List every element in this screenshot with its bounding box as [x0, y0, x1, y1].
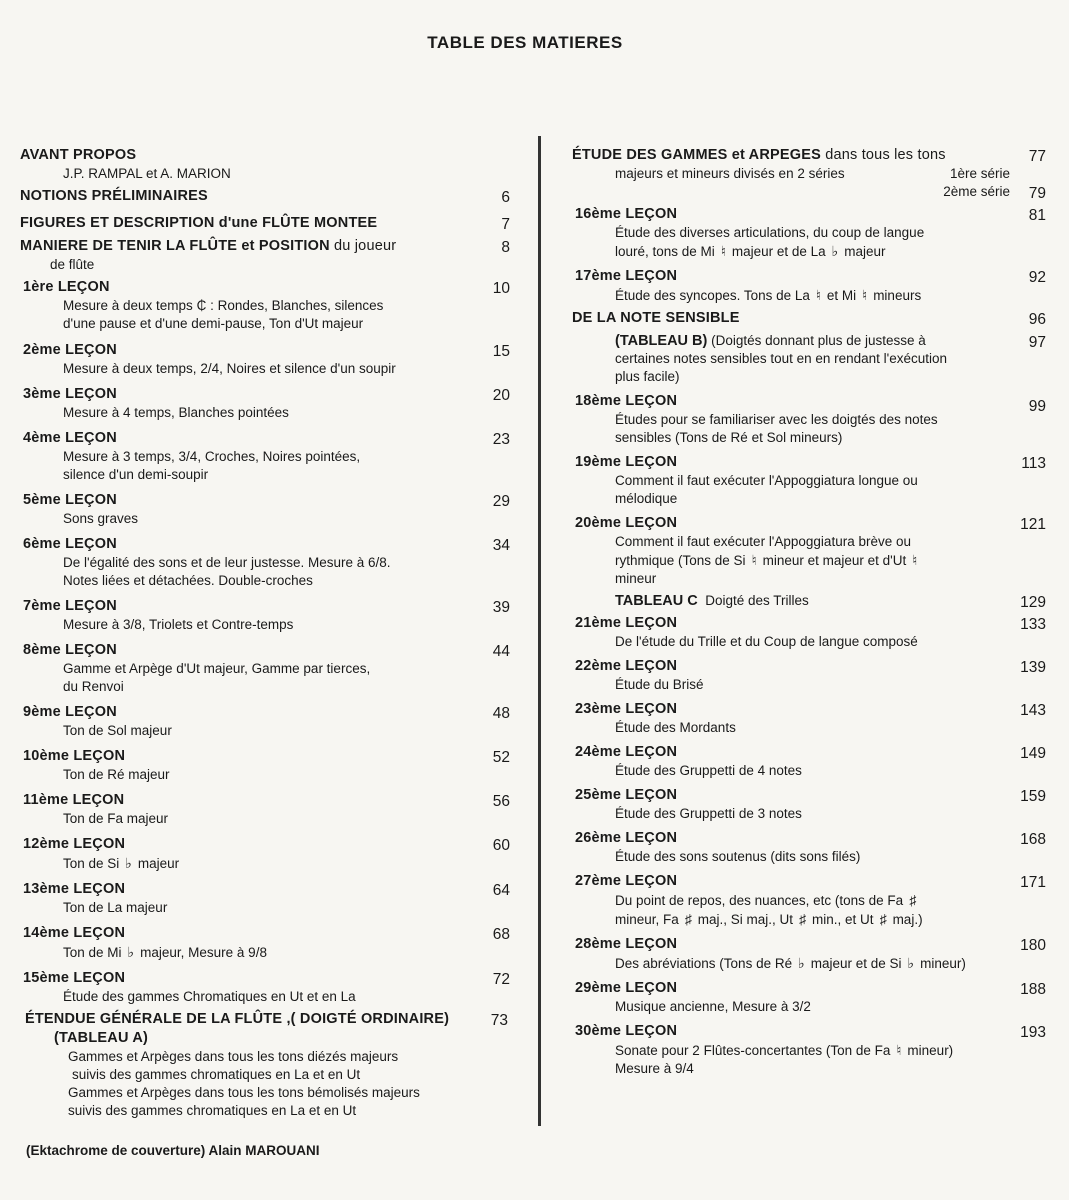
natural-icon: ♮ [912, 552, 918, 568]
subtitle-part: Sonate pour 2 Flûtes-concertantes (Ton de Fa [615, 1043, 891, 1058]
entry-subtitle: Mesure à 3 temps, 3/4, Croches, Noires pointées, [63, 449, 361, 464]
subtitle-part: Ton de Mi [63, 945, 122, 960]
entry-title-bold: TABLEAU C [615, 593, 698, 609]
entry-subtitle: Étude des Mordants [615, 720, 736, 735]
entry-subtitle: Gammes et Arpèges dans tous les tons diézés majeurs [68, 1049, 399, 1064]
entry-subtitle: plus facile) [615, 369, 680, 384]
entry-subtitle: Gammes et Arpèges dans tous les tons bémolisés majeurs [68, 1085, 420, 1100]
entry-title: 15ème LEÇON [23, 970, 126, 986]
entry-subtitle [572, 165, 1056, 183]
entry-title: 27ème LEÇON [575, 873, 678, 889]
subtitle-part: majeur et de Si [810, 956, 902, 971]
entry-subtitle: Comment il faut exécuter l'Appoggiatura longue ou [615, 473, 918, 488]
entry-page: 92 [1028, 269, 1046, 286]
entry-page: 97 [1028, 334, 1046, 351]
entry-page: 113 [1021, 455, 1046, 472]
subtitle-part: mineur) [907, 1043, 954, 1058]
entry-subtitle: Sons graves [63, 511, 139, 526]
entry-title: 29ème LEÇON [575, 980, 678, 996]
entry-subtitle: Études pour se familiariser avec les doigtés des notes [615, 412, 938, 427]
toc-entry-etendue[interactable] [20, 1010, 520, 1120]
entry-subtitle: Étude des diverses articulations, du coup de langue [615, 225, 925, 240]
toc-entry-lesson-1[interactable] [20, 278, 520, 333]
entry-page: 60 [492, 837, 510, 854]
natural-icon: ♮ [815, 287, 821, 303]
entry-subtitle: Ton de La majeur [63, 900, 168, 915]
toc-entry-lesson-29[interactable] [572, 979, 1056, 1016]
toc-entry-lesson-14[interactable] [20, 924, 520, 962]
entry-subtitle: Étude des Gruppetti de 4 notes [615, 763, 802, 778]
subtitle-part: mineur) [920, 956, 966, 971]
entry-page: 180 [1020, 937, 1046, 954]
entry-subtitle: Étude du Brisé [615, 677, 704, 692]
subtitle-part: majeur [844, 244, 886, 259]
entry-subtitle [20, 943, 520, 962]
entry-title-bold: ÉTUDE DES GAMMES et ARPEGES [572, 147, 821, 163]
toc-entry-lesson-26[interactable] [572, 829, 1056, 866]
entry-page: 81 [1028, 207, 1046, 224]
natural-icon: ♮ [720, 243, 726, 259]
subtitle-part: et Mi [826, 288, 857, 303]
subtitle-part: mineurs [873, 288, 922, 303]
page-title: TABLE DES MATIERES [427, 33, 623, 52]
entry-subtitle: J.P. RAMPAL et A. MARION [63, 166, 231, 181]
entry-title [20, 237, 520, 256]
subtitle-part: majeur [137, 856, 180, 871]
entry-title-bold: MANIERE DE TENIR LA FLÛTE et POSITION [20, 238, 330, 254]
subtitle-part: Étude des syncopes. Tons de La [615, 288, 810, 303]
subtitle-part: majeur, Mesure à 9/8 [140, 945, 267, 960]
entry-subtitle: Ton de Ré majeur [63, 767, 170, 782]
entry-page: 20 [492, 387, 510, 404]
entry-title: 18ème LEÇON [575, 393, 678, 409]
toc-entry-lesson-25[interactable] [572, 786, 1056, 823]
natural-icon: ♮ [862, 287, 868, 303]
entry-title: 4ème LEÇON [23, 430, 117, 446]
entry-title: 6ème LEÇON [23, 536, 117, 552]
entry-title: 12ème LEÇON [23, 836, 126, 852]
toc-entry-lesson-24[interactable] [572, 743, 1056, 780]
sharp-icon: ♯ [879, 911, 887, 927]
entry-title: 9ème LEÇON [23, 704, 117, 720]
entry-subtitle: Ton de Sol majeur [63, 723, 172, 738]
entry-page: 23 [492, 431, 510, 448]
entry-page: 64 [492, 882, 510, 899]
entry-page: 96 [1028, 311, 1046, 328]
toc-entry-maniere[interactable] [20, 237, 520, 274]
toc-entry-lesson-7[interactable] [20, 597, 520, 634]
sharp-icon: ♯ [684, 911, 692, 927]
entry-subtitle [572, 1041, 1056, 1060]
entry-title-line2: (TABLEAU A) [54, 1030, 149, 1046]
entry-page: 39 [492, 599, 510, 616]
entry-subtitle: Notes liées et détachées. Double-croches [63, 573, 313, 588]
toc-entry-lesson-3[interactable] [20, 385, 520, 422]
entry-page: 34 [492, 537, 510, 554]
entry-subtitle [572, 891, 1056, 910]
sharp-icon: ♯ [799, 911, 807, 927]
entry-title: 2ème LEÇON [23, 342, 117, 358]
subtitle-part: (Doigtés donnant plus de justesse à [711, 333, 926, 348]
entry-title: 24ème LEÇON [575, 744, 678, 760]
entry-subtitle: De l'étude du Trille et du Coup de langue composé [615, 634, 918, 649]
toc-entry-lesson-16[interactable] [572, 205, 1056, 261]
entry-title: 19ème LEÇON [575, 454, 678, 470]
toc-entry-etude-gammes[interactable] [572, 146, 1056, 201]
entry-title: ÉTENDUE GÉNÉRALE DE LA FLÛTE ,( DOIGTÉ ORDINAIRE) [25, 1011, 450, 1027]
entry-page: 193 [1020, 1024, 1046, 1041]
entry-title-bold: (TABLEAU B) [615, 333, 708, 349]
natural-icon: ♮ [896, 1042, 902, 1058]
entry-page: 48 [492, 705, 510, 722]
entry-subtitle [572, 286, 1056, 305]
serie-1-label: 1ère série [949, 166, 1010, 181]
flat-icon: ♭ [127, 944, 135, 960]
entry-page: 188 [1020, 981, 1046, 998]
toc-entry-lesson-9[interactable] [20, 703, 520, 740]
entry-title: 22ème LEÇON [575, 658, 678, 674]
entry-page: 159 [1020, 788, 1046, 805]
subtitle-part: louré, tons de Mi [615, 244, 715, 259]
toc-entry-lesson-19[interactable] [572, 453, 1056, 508]
entry-subtitle: Mesure à 9/4 [615, 1061, 694, 1076]
subtitle-part: mineur, Fa [615, 912, 679, 927]
toc-entry-lesson-2[interactable] [20, 341, 520, 378]
entry-subtitle: Mesure à 4 temps, Blanches pointées [63, 405, 289, 420]
toc-entry-lesson-17[interactable] [572, 267, 1056, 305]
entry-subtitle: sensibles (Tons de Ré et Sol mineurs) [615, 430, 843, 445]
flat-icon: ♭ [798, 955, 805, 971]
entry-page: 44 [492, 643, 510, 660]
entry-title: 5ème LEÇON [23, 492, 117, 508]
entry-subtitle: Gamme et Arpège d'Ut majeur, Gamme par tierces, [63, 661, 371, 676]
entry-subtitle: Ton de Fa majeur [63, 811, 169, 826]
toc-entry-tableau-c[interactable] [572, 592, 1056, 610]
entry-subtitle: Mesure à 3/8, Triolets et Contre-temps [63, 617, 294, 632]
entry-title: 13ème LEÇON [23, 881, 126, 897]
entry-page: 10 [492, 280, 510, 297]
entry-subtitle [572, 332, 1056, 350]
entry-subtitle: certaines notes sensibles tout en en rendant l'exécution [615, 351, 948, 366]
toc-entry-lesson-15[interactable] [20, 969, 520, 1006]
entry-title: 7ème LEÇON [23, 598, 117, 614]
entry-title: 17ème LEÇON [575, 268, 678, 284]
entry-page: 121 [1020, 516, 1046, 533]
entry-title: 23ème LEÇON [575, 701, 678, 717]
entry-subtitle: Étude des sons soutenus (dits sons filés) [615, 849, 861, 864]
toc-entry-avant-propos[interactable] [20, 146, 520, 183]
column-divider [538, 136, 541, 1126]
entry-subtitle: Musique ancienne, Mesure à 3/2 [615, 999, 811, 1014]
toc-entry-lesson-22[interactable] [572, 657, 1056, 694]
flat-icon: ♭ [907, 955, 915, 971]
subtitle-part: min., et Ut [812, 912, 874, 927]
entry-page: 7 [501, 216, 510, 233]
toc-entry-lesson-28[interactable] [572, 935, 1056, 973]
entry-page: 168 [1020, 831, 1046, 848]
toc-entry-figures[interactable] [20, 214, 520, 233]
entry-title: 21ème LEÇON [575, 615, 678, 631]
entry-page: 68 [492, 926, 510, 943]
entry-page: 129 [1020, 594, 1046, 611]
toc-right-column [572, 146, 1056, 1082]
toc-entry-lesson-23[interactable] [572, 700, 1056, 737]
entry-title: 30ème LEÇON [575, 1023, 678, 1039]
toc-entry-lesson-12[interactable] [20, 835, 520, 873]
entry-page: 56 [492, 793, 510, 810]
entry-title: 11ème LEÇON [23, 792, 125, 808]
entry-title: 20ème LEÇON [575, 515, 678, 531]
subtitle-part: maj.) [892, 912, 923, 927]
toc-entry-lesson-21[interactable] [572, 614, 1056, 651]
cover-credit: (Ektachrome de couverture) Alain MAROUANI [26, 1143, 320, 1158]
entry-subtitle [572, 183, 1056, 201]
entry-subtitle: Mesure à deux temps ₵ : Rondes, Blanches, silences [63, 298, 384, 313]
toc-entry-lesson-13[interactable] [20, 880, 520, 917]
entry-title [572, 146, 1056, 165]
entry-subtitle [572, 910, 1056, 929]
entry-page: 77 [1028, 148, 1046, 165]
subtitle-part: Du point de repos, des nuances, etc (tons de Fa [615, 893, 904, 908]
toc-entry-lesson-30[interactable] [572, 1022, 1056, 1078]
entry-page: 8 [501, 239, 510, 256]
entry-title: FIGURES ET DESCRIPTION d'une FLÛTE MONTEE [20, 215, 378, 231]
toc-left-column [20, 146, 520, 1124]
entry-page: 133 [1020, 616, 1046, 633]
flat-icon: ♭ [831, 243, 839, 259]
toc-entry-tableau-b[interactable] [572, 332, 1056, 386]
toc-entry-notions[interactable] [20, 187, 520, 206]
entry-title: 28ème LEÇON [575, 936, 678, 952]
entry-title: 1ère LEÇON [23, 279, 110, 295]
toc-entry-lesson-6[interactable] [20, 535, 520, 590]
entry-subtitle [20, 854, 520, 873]
entry-title: 14ème LEÇON [23, 925, 126, 941]
entry-title: 26ème LEÇON [575, 830, 678, 846]
entry-title: 10ème LEÇON [23, 748, 126, 764]
entry-page: 15 [492, 343, 510, 360]
subtitle-part: majeurs et mineurs divisés en 2 séries [615, 166, 845, 181]
entry-subtitle: mineur [615, 571, 657, 586]
entry-page: 72 [492, 971, 510, 988]
entry-subtitle: Étude des Gruppetti de 3 notes [615, 806, 802, 821]
entry-page: 171 [1020, 874, 1046, 891]
toc-entry-lesson-20[interactable] [572, 514, 1056, 588]
entry-subtitle [572, 592, 1056, 610]
entry-title-rest: dans tous les tons [825, 147, 946, 163]
entry-subtitle: Étude des gammes Chromatiques en Ut et en La [63, 989, 356, 1004]
subtitle-part: Des abréviations (Tons de Ré [615, 956, 793, 971]
entry-subtitle: mélodique [615, 491, 678, 506]
toc-entry-lesson-27[interactable] [572, 872, 1056, 929]
entry-title: 8ème LEÇON [23, 642, 117, 658]
entry-page: 143 [1020, 702, 1046, 719]
toc-entry-lesson-8[interactable] [20, 641, 520, 696]
entry-subtitle: suivis des gammes chromatiques en La et en Ut [72, 1067, 361, 1082]
entry-subtitle [572, 551, 1056, 570]
entry-title-rest: du joueur [334, 238, 397, 254]
subtitle-part: Ton de Si [63, 856, 120, 871]
entry-page: 29 [492, 493, 510, 510]
subtitle-part: maj., Si maj., Ut [697, 912, 794, 927]
toc-entry-lesson-5[interactable] [20, 491, 520, 528]
entry-page-2: 79 [1028, 185, 1046, 202]
entry-subtitle [572, 954, 1056, 973]
entry-page: 52 [492, 749, 510, 766]
entry-subtitle: De l'égalité des sons et de leur justesse. Mesure à 6/8. [63, 555, 391, 570]
entry-title: AVANT PROPOS [20, 147, 137, 163]
entry-title: NOTIONS PRÉLIMINAIRES [20, 188, 208, 204]
entry-subtitle: Comment il faut exécuter l'Appoggiatura brève ou [615, 534, 911, 549]
entry-subtitle: suivis des gammes chromatiques en La et en Ut [68, 1103, 357, 1118]
subtitle-part: majeur et de La [731, 244, 826, 259]
toc-entry-note-sensible[interactable] [572, 309, 1056, 328]
entry-page: 6 [501, 189, 510, 206]
entry-subtitle: silence d'un demi-soupir [63, 467, 209, 482]
toc-entry-lesson-18[interactable] [572, 392, 1056, 447]
entry-subtitle: de flûte [50, 257, 95, 272]
serie-2-label: 2ème série [943, 184, 1010, 199]
entry-title: 3ème LEÇON [23, 386, 117, 402]
entry-subtitle: du Renvoi [63, 679, 124, 694]
entry-subtitle: d'une pause et d'une demi-pause, Ton d'Ut majeur [63, 316, 364, 331]
entry-title: DE LA NOTE SENSIBLE [572, 310, 740, 326]
toc-entry-lesson-10[interactable] [20, 747, 520, 784]
subtitle-part: rythmique (Tons de Si [615, 553, 746, 568]
subtitle-part: Doigté des Trilles [705, 593, 809, 608]
toc-entry-lesson-4[interactable] [20, 429, 520, 484]
subtitle-part: mineur et majeur et d'Ut [762, 553, 907, 568]
sharp-icon: ♯ [909, 892, 917, 908]
entry-page: 139 [1020, 659, 1046, 676]
flat-icon: ♭ [125, 855, 132, 871]
toc-entry-lesson-11[interactable] [20, 791, 520, 828]
entry-title: 25ème LEÇON [575, 787, 678, 803]
entry-page: 99 [1028, 398, 1046, 415]
entry-page: 73 [490, 1012, 508, 1029]
entry-subtitle [572, 242, 1056, 261]
entry-title: 16ème LEÇON [575, 206, 678, 222]
natural-icon: ♮ [751, 552, 757, 568]
entry-subtitle: Mesure à deux temps, 2/4, Noires et silence d'un soupir [63, 361, 396, 376]
entry-page: 149 [1020, 745, 1046, 762]
